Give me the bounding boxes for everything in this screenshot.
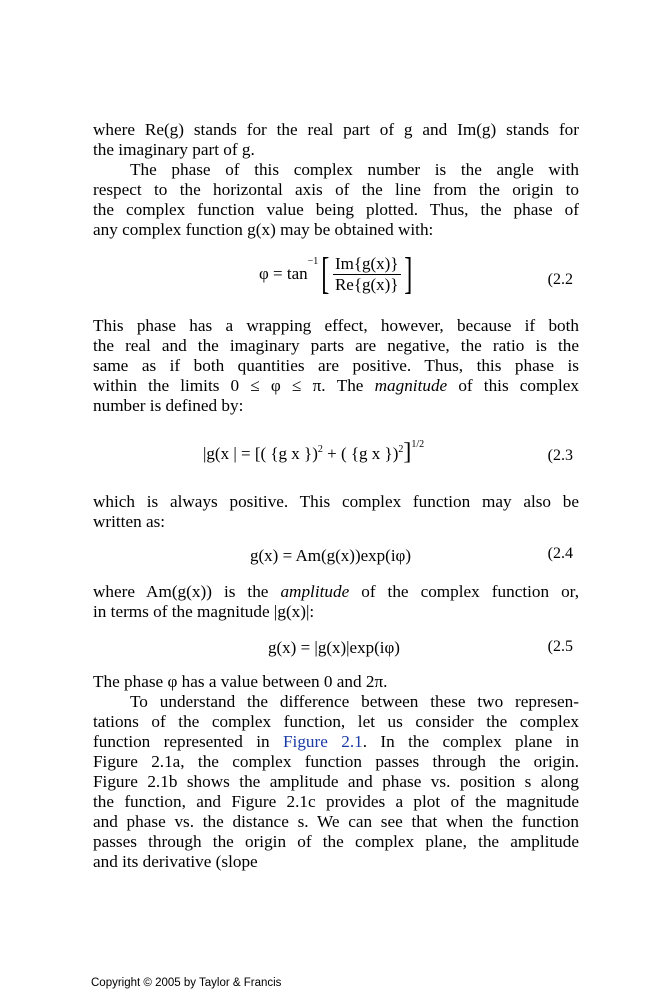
text-line: the real and the imaginary parts are negative, the ratio is the bbox=[93, 336, 579, 355]
page-content bbox=[93, 120, 579, 872]
equation-2-4 bbox=[93, 532, 579, 582]
text-line: Figure 2.1b shows the amplitude and phase vs. position s along bbox=[93, 772, 579, 791]
eq-lhs: |g(x | = bbox=[203, 444, 255, 463]
text-line: The phase of this complex number is the angle with bbox=[130, 160, 579, 179]
text-line: The phase φ has a value between 0 and 2π. bbox=[93, 672, 388, 691]
fraction bbox=[333, 254, 401, 295]
numerator: Im{g(x)} bbox=[334, 253, 399, 273]
text-line: written as: bbox=[93, 512, 166, 531]
eq-body: g(x) = Am(g(x))exp(iφ) bbox=[250, 546, 412, 565]
text-line: To understand the difference between these two represen- bbox=[130, 692, 579, 711]
text-line: in terms of the magnitude |g(x)|: bbox=[93, 602, 315, 621]
left-bracket: [ bbox=[321, 249, 330, 298]
paragraph-7 bbox=[93, 692, 579, 872]
copyright-footer: Copyright © 2005 by Taylor & Francis bbox=[91, 977, 282, 989]
text-line: same as if both quantities are positive. Thus, this phase is bbox=[93, 356, 579, 375]
equation-2-2 bbox=[93, 240, 579, 316]
text-line: tations of the complex function, let us consider the complex bbox=[93, 712, 579, 731]
right-bracket: ] bbox=[403, 249, 412, 298]
text-line: number is defined by: bbox=[93, 396, 244, 415]
denominator: Re{g(x)} bbox=[334, 274, 399, 294]
text-line: any complex function g(x) may be obtained with: bbox=[93, 220, 434, 239]
text-line: Figure 2.1a, the complex function passes through the origin. bbox=[93, 752, 579, 771]
paragraph-3 bbox=[93, 316, 579, 416]
paragraph-5 bbox=[93, 582, 579, 622]
equation-2-3: |g(x | = [( {g x })$^2$ + ( {g x })$^2$]$^{1/2}$ (2.3 bbox=[203, 439, 573, 465]
emphasis: magnitude bbox=[374, 376, 448, 395]
text-line: and its derivative (slope bbox=[93, 852, 258, 871]
text-line: within the limits 0 ≤ φ ≤ π. The magnitude of this complex bbox=[93, 376, 579, 395]
text-line: the imaginary part of g. bbox=[93, 140, 255, 159]
eq-lhs: φ = tan bbox=[259, 264, 308, 283]
text-line: where Re(g) stands for the real part of g and Im(g) stands for bbox=[93, 120, 579, 139]
text-line: which is always positive. This complex function may also be bbox=[93, 492, 579, 511]
equation-2-5 bbox=[93, 622, 579, 672]
text-line: This phase has a wrapping effect, however, because if both bbox=[93, 316, 579, 335]
text-line: passes through the origin of the complex plane, the amplitude bbox=[93, 832, 579, 851]
text-line: the complex function value being plotted. Thus, the phase of bbox=[93, 200, 579, 219]
text-line: respect to the horizontal axis of the line from the origin to bbox=[93, 180, 579, 199]
paragraph-2 bbox=[93, 160, 579, 240]
paragraph-6 bbox=[93, 672, 579, 692]
equation-number: (2.3 bbox=[547, 447, 573, 464]
text-line: and phase vs. the distance s. We can see that when the function bbox=[93, 812, 579, 831]
eq-body: g(x) = |g(x)|exp(iφ) bbox=[268, 638, 400, 657]
figure-link[interactable]: Figure 2.1 bbox=[282, 732, 363, 751]
emphasis: amplitude bbox=[280, 582, 350, 601]
eq-superscript: −1 bbox=[307, 255, 319, 267]
equation-number: (2.2 bbox=[547, 271, 573, 288]
equation-number: (2.4 bbox=[547, 545, 573, 562]
paragraph-1 bbox=[93, 120, 579, 160]
equation-number: (2.5 bbox=[547, 638, 573, 655]
text-line: the function, and Figure 2.1c provides a plot of the magnitude bbox=[93, 792, 579, 811]
text-line: function represented in Figure 2.1. In the complex plane in bbox=[93, 732, 580, 751]
text-line: where Am(g(x)) is the amplitude of the complex function or, bbox=[93, 582, 579, 601]
paragraph-4 bbox=[93, 492, 579, 532]
